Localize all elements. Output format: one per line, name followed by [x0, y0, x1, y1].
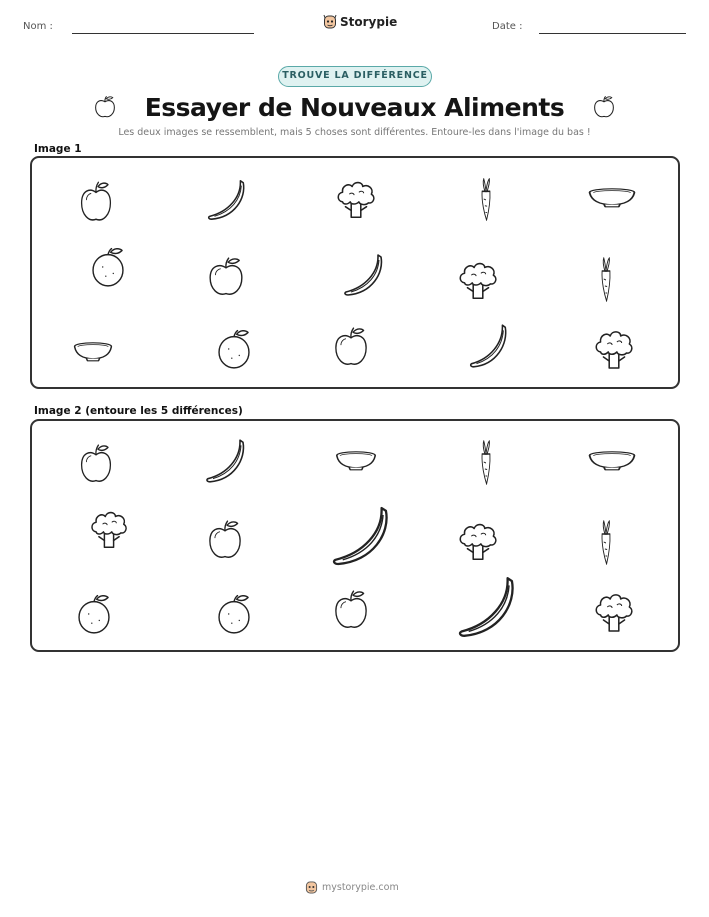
bowl-icon[interactable] — [70, 332, 116, 368]
carrot-icon[interactable] — [472, 175, 500, 223]
apple-icon[interactable] — [330, 324, 372, 370]
brand-logo — [323, 14, 397, 30]
instructions: Les deux images se ressemblent, mais 5 choses sont différentes. Entoure-les dans l'image du bas ! — [118, 127, 591, 138]
image2-label: Image 2 (entoure les 5 différences) — [34, 405, 243, 417]
carrot-icon[interactable] — [592, 254, 620, 304]
activity-badge: TROUVE LA DIFFÉRENCE — [278, 66, 432, 87]
banana-icon[interactable] — [338, 250, 388, 300]
broccoli-icon[interactable] — [590, 324, 638, 374]
orange-icon[interactable] — [72, 591, 116, 637]
storypie-mascot-icon — [305, 880, 318, 895]
page-title: Essayer de Nouveaux Aliments — [144, 92, 565, 122]
banana-icon[interactable] — [450, 571, 522, 643]
apple-icon[interactable] — [204, 254, 248, 300]
apple-icon[interactable] — [330, 587, 372, 633]
image1-label: Image 1 — [34, 143, 82, 155]
broccoli-icon[interactable] — [454, 256, 502, 304]
banana-icon[interactable] — [324, 501, 396, 571]
title-row — [0, 90, 709, 124]
orange-icon[interactable] — [212, 326, 256, 372]
banana-icon[interactable] — [464, 320, 512, 372]
brand-name: Storypie — [340, 15, 398, 29]
name-line[interactable] — [72, 33, 254, 34]
broccoli-icon[interactable] — [332, 175, 380, 223]
storypie-mascot-icon — [323, 14, 337, 30]
banana-icon[interactable] — [202, 176, 250, 224]
name-label: Nom : — [23, 21, 53, 32]
apple-icon[interactable] — [76, 178, 116, 226]
apple-icon[interactable] — [76, 441, 116, 487]
broccoli-icon[interactable] — [454, 517, 502, 565]
image1-panel[interactable] — [30, 156, 680, 389]
orange-icon[interactable] — [212, 591, 256, 637]
date-line[interactable] — [539, 33, 686, 34]
banana-icon[interactable] — [200, 435, 250, 487]
orange-icon[interactable] — [86, 244, 130, 290]
bowl-icon[interactable] — [332, 441, 380, 477]
footer-site: mystorypie.com — [322, 882, 399, 893]
carrot-icon[interactable] — [592, 517, 620, 567]
bowl-icon[interactable] — [584, 178, 640, 214]
footer — [305, 880, 399, 895]
apple-icon[interactable] — [204, 517, 246, 563]
date-label: Date : — [492, 21, 523, 32]
bowl-icon[interactable] — [584, 441, 640, 477]
apple-icon — [92, 93, 118, 121]
carrot-icon[interactable] — [472, 437, 500, 487]
image2-panel[interactable] — [30, 419, 680, 652]
apple-icon — [591, 93, 617, 121]
broccoli-icon[interactable] — [86, 505, 132, 553]
broccoli-icon[interactable] — [590, 587, 638, 637]
